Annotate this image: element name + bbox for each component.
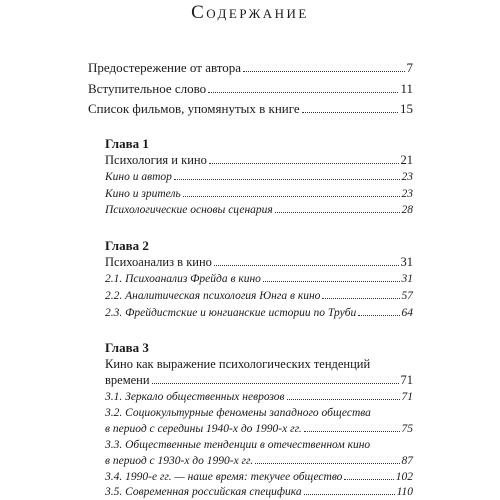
toc-entry-label-line2: в период с 1930-х до 1990-х гг. (105, 455, 254, 467)
toc-entry-page: 7 (406, 60, 413, 75)
toc-entry-label-line2: времени (105, 373, 150, 387)
toc-entry-label: 2.2. Аналитическая психология Юнга в кино (105, 290, 321, 302)
toc-subentry-label-line1: 3.2. Социокультурные феномены западного общества (105, 407, 371, 419)
leader-dots (304, 431, 400, 432)
leader-dots (302, 112, 398, 113)
toc-entry-label: Вступительное слово (88, 81, 207, 96)
toc-entry-page: 102 (395, 471, 413, 483)
toc-subentry[interactable] (105, 485, 413, 500)
toc-entry-label-line1: Кино как выражение психологических тенденций (105, 357, 371, 371)
toc-subentry[interactable] (105, 306, 413, 321)
toc-entry-page: 64 (401, 307, 413, 319)
toc-entry-page: 71 (400, 373, 413, 387)
leader-dots (322, 298, 399, 299)
toc-entry-page: 71 (401, 391, 413, 403)
toc-entry-label: Список фильмов, упомянутых в книге (88, 101, 300, 116)
toc-entry-label: Кино и автор (105, 171, 172, 183)
leader-dots (152, 383, 399, 384)
toc-subentry[interactable] (105, 203, 413, 218)
leader-dots (209, 163, 399, 164)
leader-dots (358, 315, 399, 316)
toc-entry-label: 2.1. Психоанализ Фрейда в кино (105, 273, 261, 285)
toc-entry-page: 31 (401, 273, 413, 285)
toc-subentry[interactable] (105, 390, 413, 405)
leader-dots (255, 463, 399, 464)
leader-dots (287, 399, 400, 400)
leader-dots (275, 212, 400, 213)
toc-entry-label: Предостережение от автора (88, 60, 242, 75)
toc-entry-page: 57 (401, 290, 413, 302)
toc-entry-label: Психология и кино (105, 153, 207, 167)
toc-entry-page: 11 (400, 81, 413, 96)
chapter-3-heading: Глава 3 (105, 340, 149, 355)
page-title: Содержание (191, 2, 309, 23)
leader-dots (263, 281, 400, 282)
toc-entry-label: 3.1. Зеркало общественных неврозов (105, 391, 285, 403)
chapter-2-heading: Глава 2 (105, 238, 149, 253)
toc-subentry[interactable] (105, 470, 413, 485)
leader-dots (208, 92, 398, 93)
toc-subentry[interactable] (105, 289, 413, 304)
leader-dots (243, 71, 404, 72)
toc-entry[interactable] (105, 373, 413, 388)
toc-entry[interactable] (105, 255, 413, 270)
toc-entry[interactable] (88, 81, 413, 96)
leader-dots (304, 494, 395, 495)
leader-dots (183, 196, 400, 197)
toc-entry-page: 15 (400, 101, 413, 116)
toc-entry-page: 23 (401, 171, 413, 183)
toc-subentry[interactable] (105, 272, 413, 287)
toc-entry-page: 110 (396, 486, 413, 498)
toc-entry-page: 21 (400, 153, 413, 167)
toc-entry-page: 28 (401, 204, 413, 216)
toc-entry-page: 75 (401, 423, 413, 435)
toc-subentry[interactable] (105, 187, 413, 202)
toc-entry-page: 23 (401, 188, 413, 200)
toc-entry[interactable] (88, 60, 413, 75)
toc-subentry-label-line1: 3.3. Общественные тенденции в отечественном кино (105, 439, 371, 451)
toc-entry-label: Кино и зритель (105, 188, 181, 200)
leader-dots (214, 265, 399, 266)
leader-dots (174, 179, 400, 180)
toc-entry-label: Психологические основы сценария (105, 204, 273, 216)
leader-dots (344, 479, 393, 480)
toc-subentry[interactable] (105, 422, 413, 437)
toc-entry[interactable] (88, 101, 413, 116)
toc-subentry[interactable] (105, 170, 413, 185)
toc-entry-label-line2: в период с середины 1940-х до 1990-х гг. (105, 423, 302, 435)
toc-entry-page: 31 (400, 255, 413, 269)
chapter-1-heading: Глава 1 (105, 136, 149, 151)
toc-entry-page: 87 (401, 455, 413, 467)
toc-entry-label: Психоанализ в кино (105, 255, 212, 269)
toc-entry-label: 3.5. Современная российская специфика (105, 486, 302, 498)
toc-subentry[interactable] (105, 454, 413, 469)
toc-entry-label: 3.4. 1990-е гг. — наше время: текучее общество (105, 471, 343, 483)
toc-entry-label: 2.3. Фрейдистские и юнгианские истории по Труби (105, 307, 357, 319)
toc-entry[interactable] (105, 153, 413, 168)
